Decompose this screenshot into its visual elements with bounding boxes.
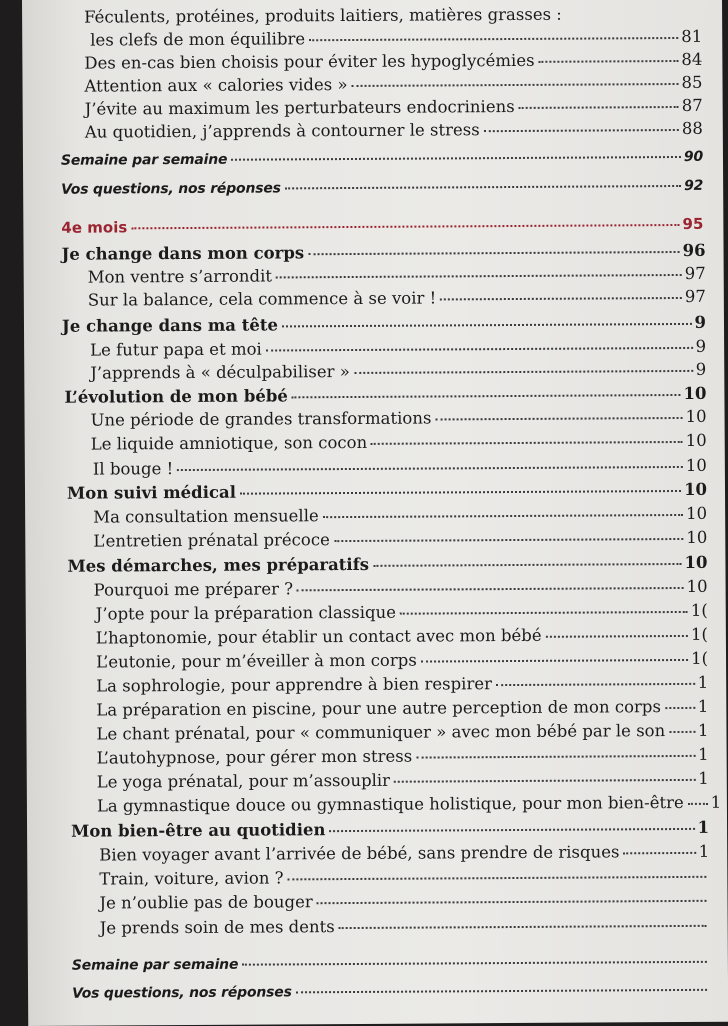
toc-entry: L’eutonie, pour m’éveiller à mon corps 1( [95,648,709,672]
toc-section-entry: Je change dans ma tête 9 [61,312,707,336]
toc-month-heading: 4e mois 95 [61,214,704,237]
toc-entry: Je prends soin de mes dents [100,915,710,939]
toc-entry: Le chant prénatal, pour « communiquer » avec mon bébé par le son 1 [96,720,709,744]
toc-entry: Mon ventre s’arrondit 97 [87,263,706,287]
toc-week-entry: Vos questions, nos réponses [72,980,710,1004]
toc-entry: les clefs de mon équilibre 81 [90,26,703,50]
toc-entry: Ma consultation mensuelle 10 [93,503,708,527]
toc-entry: La gymnastique douce ou gymnastique holistique, pour mon bien-être 1 [96,792,722,816]
toc-entry: Le yoga prénatal, pour m’assouplir 1 [96,768,709,792]
toc-entry: La préparation en piscine, pour une autre perception de mon corps 1 [96,696,709,720]
toc-entry: Je n’oublie pas de bouger [99,890,709,914]
toc-entry: Il bouge ! 10 [92,455,707,479]
toc-entry: Le futur papa et moi 9 [90,336,707,360]
toc-intro-line: Féculents, protéines, produits laitiers, matières grasses : [84,4,562,27]
toc-entry: L’entretien prénatal précoce 10 [93,527,708,551]
toc-entry: L’autohypnose, pour gérer mon stress 1 [96,744,709,768]
toc-entry: J’opte pour la préparation classique 1( [95,600,708,624]
toc-entry: Des en-cas bien choisis pour éviter les hypoglycémies 84 [84,49,703,73]
toc-entry: Le liquide amniotique, son cocon 10 [90,430,707,454]
toc-section-entry: Mon suivi médical 10 [66,479,708,503]
toc-section-entry: Je change dans mon corps 96 [61,240,706,264]
table-of-contents-page [22,0,728,1026]
toc-section-entry: Mon bien-être au quotidien 1 [71,817,710,841]
toc-entry: J’apprends à « déculpabiliser » 9 [90,359,707,383]
toc-week-entry: Semaine par semaine 90 [60,148,704,169]
toc-entry: Sur la balance, cela commence à se voir ! 97 [87,286,706,310]
toc-questions-entry: Vos questions, nos réponses 92 [61,177,704,198]
toc-section-entry: Mes démarches, mes préparatifs 10 [67,552,708,576]
toc-section-entry: L’évolution de mon bébé 10 [64,383,707,407]
toc-entry: Une période de grandes transformations 10 [90,406,707,430]
toc-entry: La sophrologie, pour apprendre à bien respirer 1 [96,672,709,696]
toc-entry: Bien voyager avant l’arrivée de bébé, sans prendre de risques 1 [99,841,710,865]
toc-entry: L’haptonomie, pour établir un contact avec mon bébé 1( [95,624,708,648]
toc-entry: Train, voiture, avion ? [99,866,709,890]
toc-entry: Au quotidien, j’apprends à contourner le stress 88 [84,118,703,142]
toc-week-entry: Semaine par semaine [72,952,710,976]
toc-entry: J’évite au maximum les perturbateurs endocriniens 87 [84,95,703,119]
toc-entry: Attention aux « calories vides » 85 [84,72,703,96]
toc-entry: Pourquoi me préparer ? 10 [93,576,708,600]
